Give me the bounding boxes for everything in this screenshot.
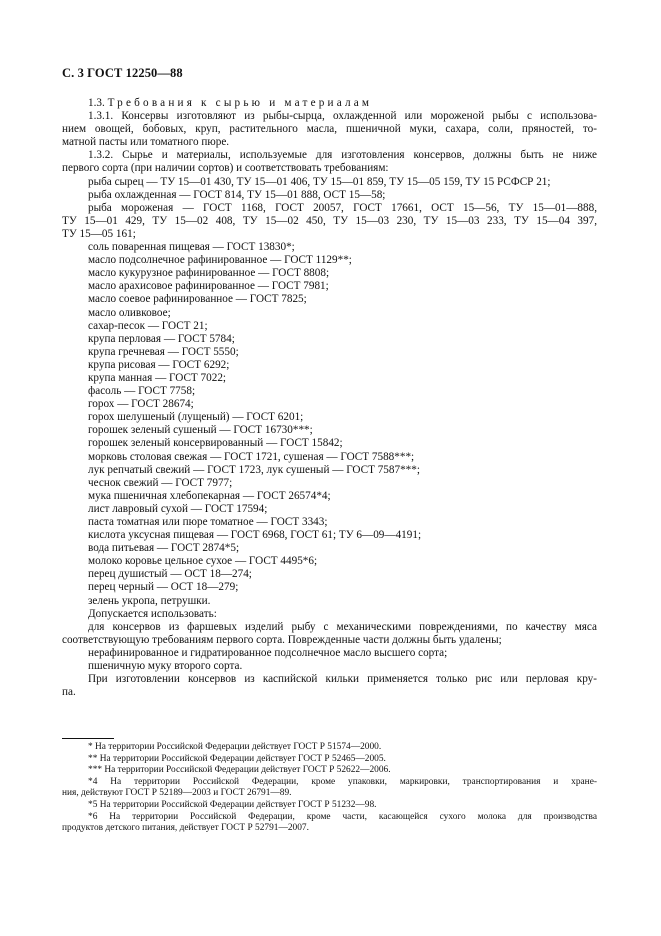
paragraph-line: При изготовлении консервов из каспийской кильки применяется только рис или перловая кру- xyxy=(88,673,597,686)
list-item: масло кукурузное рафинированное — ГОСТ 8808; xyxy=(88,267,330,280)
list-item: горох шелушеный (лущеный) — ГОСТ 6201; xyxy=(88,411,304,424)
list-item: вода питьевая — ГОСТ 2874*5; xyxy=(88,542,240,555)
list-item: масло арахисовое рафинированное — ГОСТ 7981; xyxy=(88,280,329,293)
list-item: лук репчатый свежий — ГОСТ 1723, лук сушеный — ГОСТ 7587***; xyxy=(88,463,420,476)
list-item: соль поваренная пищевая — ГОСТ 13830*; xyxy=(88,241,295,254)
allowed-line: пшеничную муку второго сорта. xyxy=(88,660,243,673)
list-item: молоко коровье цельное сухое — ГОСТ 4495*6; xyxy=(88,555,318,568)
list-item: рыба охлажденная — ГОСТ 814, ТУ 15—01 888, ОСТ 15—58; xyxy=(88,188,386,201)
section-number: 1.3. xyxy=(88,97,105,109)
list-item: кислота уксусная пищевая — ГОСТ 6968, ГОСТ 61; ТУ 6—09—4191; xyxy=(88,529,422,542)
footnote: ния, действуют ГОСТ Р 52189—2003 и ГОСТ 26791—89. xyxy=(62,788,292,799)
list-item: перец черный — ОСТ 18—279; xyxy=(88,581,239,594)
page-header: С. 3 ГОСТ 12250—88 xyxy=(62,66,183,80)
list-item: морковь столовая свежая — ГОСТ 1721, сушеная — ГОСТ 7588***; xyxy=(88,450,415,463)
list-item: крупа манная — ГОСТ 7022; xyxy=(88,371,227,384)
footnote: * На территории Российской Федерации действует ГОСТ Р 51574—2000. xyxy=(88,742,382,752)
list-item: масло соевое рафинированное — ГОСТ 7825; xyxy=(88,293,307,306)
section-heading: Требования к сырью и материалам xyxy=(107,97,373,109)
list-item: сахар-песок — ГОСТ 21; xyxy=(88,319,208,332)
list-item: ТУ 15—01 429, ТУ 15—02 408, ТУ 15—02 450, ТУ 15—03 230, ТУ 15—03 233, ТУ 15—04 397, xyxy=(62,214,597,227)
allowed-line: соответствующую требованиям первого сорта. Поврежденные части должны быть удалены; xyxy=(62,633,502,646)
list-item: масло подсолнечное рафинированное — ГОСТ 1129**; xyxy=(88,254,352,267)
footnote-divider xyxy=(62,738,114,739)
paragraph-line: па. xyxy=(62,686,76,699)
list-item: мука пшеничная хлебопекарная — ГОСТ 26574*4; xyxy=(88,489,331,502)
list-item: горох — ГОСТ 28674; xyxy=(88,398,194,411)
allowed-line: для консервов из фаршевых изделий рыбу с механическими повреждениями, по качеству мяса xyxy=(88,620,597,633)
list-item: масло оливковое; xyxy=(88,306,171,319)
footnote: *5 На территории Российской Федерации действует ГОСТ Р 51232—98. xyxy=(88,799,377,810)
list-item: перец душистый — ОСТ 18—274; xyxy=(88,568,252,581)
section-title xyxy=(62,97,597,110)
list-item: горошек зеленый консервированный — ГОСТ 15842; xyxy=(88,437,343,450)
list-item: чеснок свежий — ГОСТ 7977; xyxy=(88,476,233,489)
paragraph-line: нием овощей, бобовых, круп, растительного масла, пшеничной муки, сахара, соли, пряностей, то- xyxy=(62,123,597,136)
list-item: ТУ 15—05 161; xyxy=(62,227,136,240)
footnote: ** На территории Российской Федерации действует ГОСТ Р 52465—2005. xyxy=(88,753,386,764)
list-item: крупа гречневая — ГОСТ 5550; xyxy=(88,345,239,358)
list-item: крупа перловая — ГОСТ 5784; xyxy=(88,332,235,345)
list-item: паста томатная или пюре томатное — ГОСТ 3343; xyxy=(88,516,328,528)
list-item: фасоль — ГОСТ 7758; xyxy=(88,385,196,398)
footnote: *4 На территории Российской Федерации, кроме упаковки, маркировки, транспортирования и хране- xyxy=(88,776,597,787)
list-item: рыба сырец — ТУ 15—01 430, ТУ 15—01 406, ТУ 15—01 859, ТУ 15—05 159, ТУ 15 РСФСР 21; xyxy=(88,175,551,188)
paragraph-line: первого сорта (при наличии сортов) и соответствовать требованиям: xyxy=(62,162,389,175)
allowed-intro: Допускается использовать: xyxy=(88,607,217,620)
list-item: крупа рисовая — ГОСТ 6292; xyxy=(88,358,230,371)
list-item: зелень укропа, петрушки. xyxy=(88,594,211,607)
paragraph-line: матной пасты или томатного пюре. xyxy=(62,136,230,149)
footnote: продуктов детского питания, действует ГОСТ Р 52791—2007. xyxy=(62,823,309,834)
paragraph-line: 1.3.2. Сырье и материалы, используемые для изготовления консервов, должны быть не ниже xyxy=(88,149,597,162)
document-body xyxy=(62,97,597,699)
footnote: *** На территории Российской Федерации действует ГОСТ Р 52622—2006. xyxy=(88,765,391,776)
list-item: рыба мороженая — ГОСТ 1168, ГОСТ 20057, ГОСТ 17661, ОСТ 15—56, ТУ 15—01—888, xyxy=(88,201,597,214)
list-item: горошек зеленый сушеный — ГОСТ 16730***; xyxy=(88,424,313,437)
allowed-line: нерафинированное и гидратированное подсолнечное масло высшего сорта; xyxy=(88,646,448,659)
paragraph-line: 1.3.1. Консервы изготовляют из рыбы-сырца, охлажденной или мороженой рыбы с использова- xyxy=(88,110,597,123)
list-item: лист лавровый сухой — ГОСТ 17594; xyxy=(88,502,268,515)
footnotes xyxy=(62,742,597,835)
footnote: *6 На территории Российской Федерации, кроме части, касающейся сухого молока для производства xyxy=(88,811,597,822)
